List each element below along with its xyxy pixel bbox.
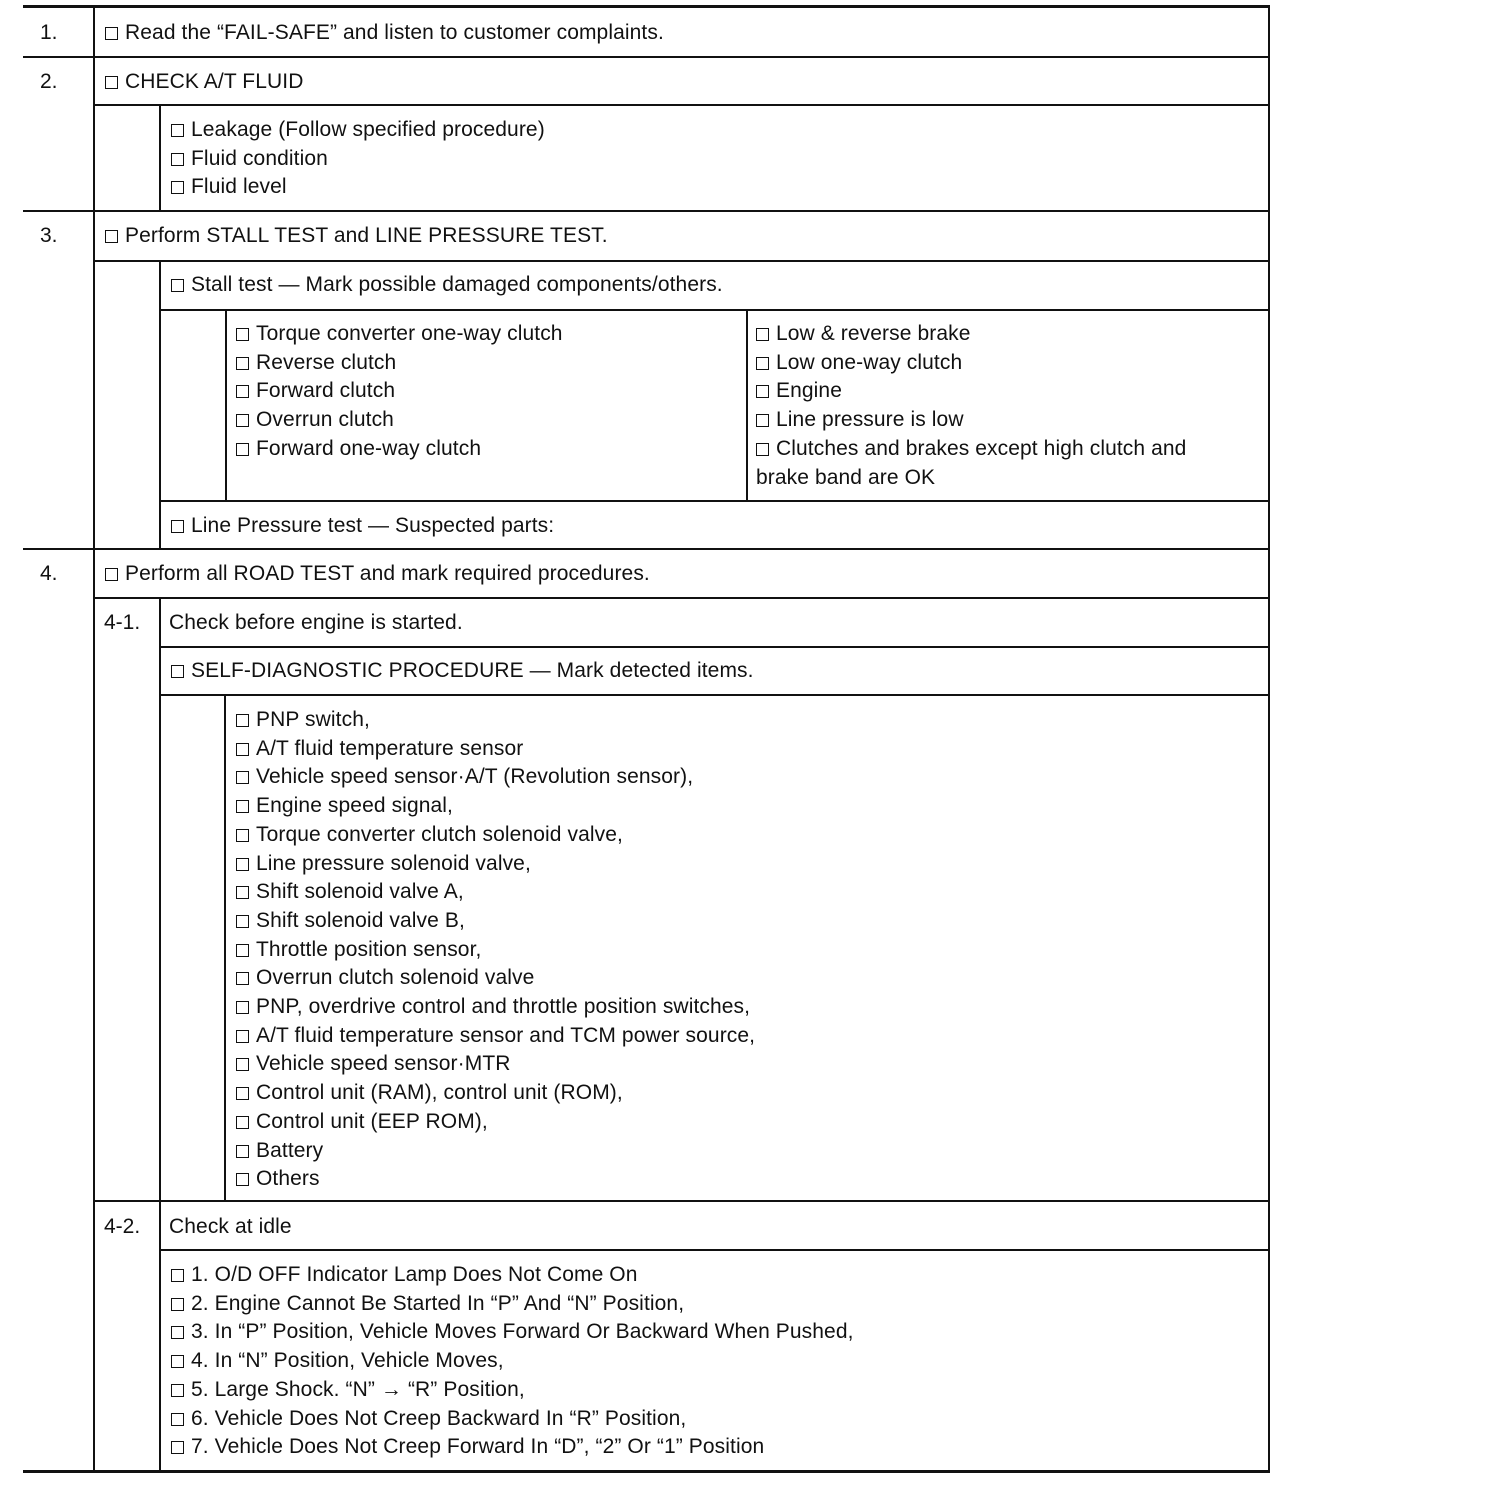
- substep-heading: Check at idle: [169, 1215, 292, 1238]
- checkbox-icon[interactable]: [756, 414, 769, 427]
- item-label: SELF-DIAGNOSTIC PROCEDURE — Mark detected items.: [191, 659, 754, 682]
- rule: [95, 104, 1270, 106]
- checklist-item[interactable]: [236, 907, 755, 936]
- checklist-item[interactable]: [171, 512, 554, 541]
- checkbox-icon[interactable]: [171, 279, 184, 292]
- item-label: 6. Vehicle Does Not Creep Backward In “R” Position,: [191, 1406, 687, 1430]
- rule-top: [23, 5, 1270, 8]
- checkbox-icon[interactable]: [236, 1001, 249, 1014]
- checklist-item[interactable]: [236, 735, 755, 764]
- item-label: A/T fluid temperature sensor: [256, 736, 524, 760]
- checklist-item[interactable]: [236, 1165, 755, 1194]
- checkbox-icon[interactable]: [236, 972, 249, 985]
- item-label: Line pressure is low: [776, 408, 964, 432]
- checklist-item[interactable]: [756, 377, 1186, 406]
- checklist-item[interactable]: [171, 271, 723, 300]
- item-label: PNP switch,: [256, 708, 370, 731]
- checklist-item[interactable]: [236, 406, 563, 435]
- checklist-item[interactable]: [171, 657, 754, 686]
- checklist-item[interactable]: [236, 936, 755, 965]
- item-label: Vehicle speed sensor·MTR: [256, 1052, 511, 1076]
- checklist-item[interactable]: [236, 1050, 755, 1079]
- item-label: Low one-way clutch: [776, 350, 963, 374]
- rule-vertical: [746, 309, 748, 502]
- checkbox-icon[interactable]: [105, 27, 118, 40]
- item-label: CHECK A/T FLUID: [125, 70, 304, 93]
- item-label: Control unit (EEP ROM),: [256, 1109, 488, 1133]
- step-number: 4.: [40, 562, 58, 585]
- checkbox-icon[interactable]: [171, 1326, 184, 1339]
- rule-vertical: [159, 104, 161, 212]
- checklist-item[interactable]: [236, 435, 563, 464]
- checkbox-icon[interactable]: [105, 76, 118, 89]
- checklist-item[interactable]: [171, 1405, 854, 1434]
- item-label: Torque converter one-way clutch: [256, 322, 563, 345]
- checkbox-icon[interactable]: [171, 1384, 184, 1397]
- rule: [160, 1249, 1270, 1251]
- checkbox-icon[interactable]: [236, 886, 249, 899]
- item-label: Vehicle speed sensor·A/T (Revolution sensor),: [256, 765, 694, 789]
- checklist-item[interactable]: [236, 1137, 755, 1166]
- item-label: Forward clutch: [256, 379, 396, 403]
- item-label: Clutches and brakes except high clutch and: [776, 436, 1187, 460]
- item-label: 5. Large Shock. “N” → “R” Position,: [191, 1377, 525, 1401]
- item-label: Forward one-way clutch: [256, 436, 482, 460]
- checklist-item[interactable]: [756, 320, 1186, 349]
- checkbox-icon[interactable]: [171, 520, 184, 533]
- item-label: Perform STALL TEST and LINE PRESSURE TEST.: [125, 224, 608, 247]
- checkbox-icon[interactable]: [171, 665, 184, 678]
- item-label: Shift solenoid valve A,: [256, 880, 464, 904]
- item-label: Engine: [776, 379, 842, 403]
- checkbox-icon[interactable]: [756, 385, 769, 398]
- checkbox-icon[interactable]: [236, 1058, 249, 1071]
- idle-check-list: [171, 1261, 854, 1462]
- checkbox-icon[interactable]: [236, 328, 249, 341]
- item-label: Fluid condition: [191, 146, 328, 170]
- item-label: Overrun clutch solenoid valve: [256, 966, 535, 990]
- item-label: Battery: [256, 1138, 324, 1162]
- checklist-item[interactable]: [236, 349, 563, 378]
- item-label: Line pressure solenoid valve,: [256, 851, 531, 875]
- substep-heading: Check before engine is started.: [169, 611, 463, 634]
- item-label: 4. In “N” Position, Vehicle Moves,: [191, 1349, 504, 1373]
- checklist-item[interactable]: [171, 1376, 854, 1405]
- checklist-item[interactable]: [756, 349, 1186, 378]
- checklist-item[interactable]: [236, 1108, 755, 1137]
- checkbox-icon[interactable]: [236, 800, 249, 813]
- checklist-item[interactable]: [236, 320, 563, 349]
- rule: [95, 260, 1270, 262]
- item-label: Control unit (RAM), control unit (ROM),: [256, 1081, 623, 1105]
- checkbox-icon[interactable]: [236, 743, 249, 756]
- item-label: Low & reverse brake: [776, 322, 971, 345]
- item-label: Leakage (Follow specified procedure): [191, 118, 545, 141]
- checklist-item[interactable]: [171, 173, 545, 202]
- item-label: Others: [256, 1167, 320, 1191]
- checklist-item[interactable]: [171, 145, 545, 174]
- checklist-item[interactable]: [171, 1347, 854, 1376]
- checkbox-icon[interactable]: [236, 1116, 249, 1129]
- item-label: 1. O/D OFF Indicator Lamp Does Not Come On: [191, 1263, 638, 1286]
- self-diagnostic-list: [236, 706, 755, 1194]
- rule: [160, 646, 1270, 648]
- item-label: Reverse clutch: [256, 350, 397, 374]
- rule: [160, 309, 1270, 311]
- checklist-item[interactable]: [171, 1433, 854, 1462]
- checklist-item[interactable]: [236, 706, 755, 735]
- rule-vertical: [224, 694, 226, 1202]
- substep-number: 4-1.: [104, 611, 141, 634]
- rule-vertical: [93, 5, 95, 1473]
- checkbox-icon[interactable]: [105, 568, 118, 581]
- checklist-item[interactable]: [105, 68, 303, 97]
- checkbox-icon[interactable]: [756, 328, 769, 341]
- checkbox-icon[interactable]: [756, 443, 769, 456]
- checkbox-icon[interactable]: [171, 124, 184, 137]
- step-number: 2.: [40, 70, 58, 93]
- checkbox-icon[interactable]: [236, 385, 249, 398]
- item-label: A/T fluid temperature sensor and TCM power source,: [256, 1023, 756, 1047]
- checklist-item[interactable]: [171, 1318, 854, 1347]
- checkbox-icon[interactable]: [171, 153, 184, 166]
- checklist-item[interactable]: [236, 377, 563, 406]
- checkbox-icon[interactable]: [236, 1145, 249, 1158]
- rule: [23, 210, 1270, 212]
- checklist-item[interactable]: [236, 878, 755, 907]
- rule-vertical: [225, 309, 227, 502]
- rule: [95, 1200, 1270, 1202]
- item-label: 2. Engine Cannot Be Started In “P” And “N” Position,: [191, 1291, 685, 1315]
- checkbox-icon[interactable]: [171, 181, 184, 194]
- checklist-item[interactable]: [171, 1290, 854, 1319]
- checklist-item[interactable]: [236, 964, 755, 993]
- checklist-item[interactable]: [236, 850, 755, 879]
- item-label: Read the “FAIL-SAFE” and listen to customer complaints.: [125, 21, 664, 44]
- checklist-item[interactable]: [236, 792, 755, 821]
- checklist-item[interactable]: [171, 1261, 854, 1290]
- rule-bottom: [23, 1470, 1270, 1473]
- checkbox-icon[interactable]: [171, 1413, 184, 1426]
- checklist-item[interactable]: [236, 763, 755, 792]
- checklist-item[interactable]: [236, 1079, 755, 1108]
- checkbox-icon[interactable]: [171, 1441, 184, 1454]
- item-label: Overrun clutch: [256, 408, 394, 432]
- item-label: 7. Vehicle Does Not Creep Forward In “D”, “2” Or “1” Position: [191, 1435, 765, 1459]
- checkbox-icon[interactable]: [236, 829, 249, 842]
- checklist-item[interactable]: [171, 116, 545, 145]
- item-label: Stall test — Mark possible damaged components/others.: [191, 273, 723, 296]
- item-label-continuation: brake band are OK: [756, 465, 936, 489]
- item-label: Torque converter clutch solenoid valve,: [256, 822, 623, 846]
- checkbox-icon[interactable]: [236, 944, 249, 957]
- rule: [160, 500, 1270, 502]
- checklist-item[interactable]: [105, 560, 650, 589]
- item-label: Perform all ROAD TEST and mark required procedures.: [125, 562, 650, 585]
- step-number: 1.: [40, 21, 58, 44]
- item-label: Engine speed signal,: [256, 794, 453, 818]
- checkbox-icon[interactable]: [236, 414, 249, 427]
- substep-number: 4-2.: [104, 1215, 141, 1238]
- rule-vertical: [159, 260, 161, 550]
- checklist-item[interactable]: [105, 222, 608, 251]
- checkbox-icon[interactable]: [236, 1030, 249, 1043]
- item-label: Throttle position sensor,: [256, 937, 482, 961]
- stall-components-right: [756, 320, 1186, 492]
- rule: [160, 694, 1270, 696]
- checkbox-icon[interactable]: [171, 1355, 184, 1368]
- rule: [23, 56, 1270, 58]
- step-number: 3.: [40, 224, 58, 247]
- rule-vertical: [159, 597, 161, 1473]
- checkbox-icon[interactable]: [105, 230, 118, 243]
- checkbox-icon[interactable]: [236, 858, 249, 871]
- checkbox-icon[interactable]: [236, 1087, 249, 1100]
- checkbox-icon[interactable]: [756, 357, 769, 370]
- checkbox-icon[interactable]: [171, 1298, 184, 1311]
- item-label: Line Pressure test — Suspected parts:: [191, 514, 555, 537]
- checkbox-icon[interactable]: [236, 771, 249, 784]
- checkbox-icon[interactable]: [236, 714, 249, 727]
- checkbox-icon[interactable]: [236, 357, 249, 370]
- item-label: Shift solenoid valve B,: [256, 908, 465, 932]
- rule-vertical: [1268, 5, 1270, 1473]
- stall-components-left: [236, 320, 563, 464]
- checklist-item[interactable]: [756, 406, 1186, 435]
- item-label: PNP, overdrive control and throttle position switches,: [256, 995, 751, 1019]
- checkbox-icon[interactable]: [236, 915, 249, 928]
- item-label: Fluid level: [191, 175, 287, 199]
- fluid-check-list: [171, 116, 545, 202]
- item-label: 3. In “P” Position, Vehicle Moves Forward Or Backward When Pushed,: [191, 1320, 854, 1344]
- checklist-item[interactable]: [236, 1022, 755, 1051]
- checklist-item[interactable]: [236, 821, 755, 850]
- checklist-item[interactable]: [236, 993, 755, 1022]
- checklist-item[interactable]: [105, 19, 664, 48]
- rule: [95, 597, 1270, 599]
- checkbox-icon[interactable]: [236, 1173, 249, 1186]
- rule: [23, 548, 1270, 550]
- checkbox-icon[interactable]: [171, 1269, 184, 1282]
- checkbox-icon[interactable]: [236, 443, 249, 456]
- checklist-item[interactable]: [756, 435, 1186, 464]
